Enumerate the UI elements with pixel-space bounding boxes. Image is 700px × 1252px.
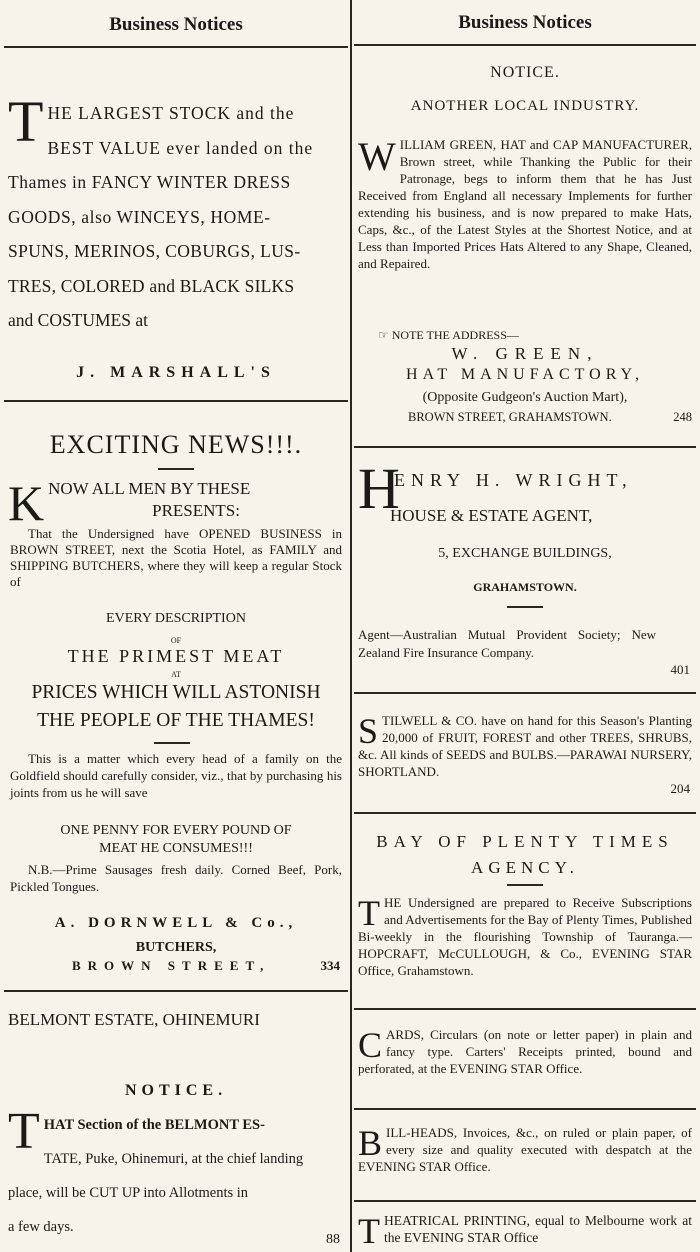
dornwell-intro — [4, 475, 348, 531]
people-line: THE PEOPLE OF THE THAMES! — [37, 710, 315, 731]
dornwell-title: EXCITING NEWS!!!. — [49, 430, 303, 459]
short-rule — [507, 606, 543, 608]
right-column-header: Business Notices — [458, 12, 592, 33]
header-rule — [4, 46, 348, 48]
green-factory: HAT MANUFACTORY, — [406, 366, 644, 383]
green-opposite: (Opposite Gudgeon's Auction Mart), — [422, 390, 628, 405]
belmont-line: HAT Section of the BELMONT ES- — [43, 1117, 265, 1133]
wright-agent: Agent—Australian Mutual Provident Society; New Zealand Fire Insurance Company. — [358, 627, 656, 660]
dornwell-nb: N.B.—Prime Sausages fresh daily. Corned Beef, Pork, Pickled Tongues. — [10, 862, 342, 894]
advert-rule — [4, 400, 348, 402]
drop-cap: T — [8, 89, 44, 154]
advert-rule — [354, 1008, 696, 1010]
short-rule — [507, 884, 543, 886]
wright-name: ENRY H. WRIGHT, — [394, 470, 633, 490]
belmont-line: TATE, Puke, Ohinemuri, at the chief landing — [43, 1151, 304, 1167]
green-street: BROWN STREET, GRAHAMSTOWN. — [408, 410, 612, 424]
note-label: NOTE THE ADDRESS— — [391, 328, 519, 342]
prices-line: PRICES WHICH WILL ASTONISH — [31, 682, 321, 703]
advert-line: Thames in FANCY WINTER DRESS — [8, 172, 291, 192]
advert-rule — [4, 990, 348, 992]
drop-cap: H — [358, 456, 400, 521]
drop-cap: T — [358, 1211, 380, 1251]
belmont-body — [4, 1103, 348, 1244]
wright-address: 5, EXCHANGE BUILDINGS, — [438, 546, 612, 561]
advert-number: 401 — [670, 662, 690, 677]
intro-line: PRESENTS: — [152, 501, 240, 520]
advert-rule — [354, 692, 696, 694]
short-rule — [158, 468, 194, 470]
wright-town: GRAHAMSTOWN. — [473, 580, 577, 594]
advert-rule — [354, 1108, 696, 1110]
advert-number: 88 — [326, 1232, 340, 1247]
stilwell-advert — [354, 712, 696, 780]
every-description: EVERY DESCRIPTION — [106, 611, 246, 626]
marshall-signature: J. MARSHALL'S — [76, 364, 276, 381]
theatrical-body: HEATRICAL PRINTING, equal to Melbourne work at the EVENING STAR Office — [384, 1213, 692, 1245]
advert-line: GOODS, also WINCEYS, HOME- — [8, 206, 271, 227]
advert-line: TRES, COLORED and BLACK SILKS — [8, 275, 295, 296]
drop-cap: S — [358, 711, 379, 751]
at-label: AT — [171, 670, 181, 679]
dornwell-firm: A. DORNWELL & Co., — [54, 915, 298, 931]
green-notice: NOTICE. — [490, 64, 560, 81]
butchers-label: BUTCHERS, — [135, 940, 217, 955]
left-column-header: Business Notices — [109, 14, 243, 35]
dornwell-body: That the Undersigned have OPENED BUSINESS in BROWN STREET, next the Scotia Hotel, as FAMILY and SHIPPING BUTCHERS, where they will keep a regular Stock of — [10, 526, 342, 589]
theatrical-advert — [354, 1211, 696, 1251]
marshall-advert — [4, 89, 348, 338]
of-label: OF — [170, 636, 182, 645]
drop-cap: T — [358, 893, 380, 933]
belmont-notice: NOTICE. — [124, 1082, 228, 1099]
bay-title-2: AGENCY. — [471, 858, 579, 877]
cards-advert — [354, 1026, 696, 1077]
drop-cap: B — [358, 1123, 383, 1163]
pointing-hand-icon: ☞ — [378, 328, 389, 342]
drop-cap: T — [8, 1103, 40, 1160]
green-body — [354, 136, 696, 272]
bay-body: HE Undersigned are prepared to Receive Subscriptions and Advertisements for the Bay of Plenty Times, Published Bi-weekly in the flourishing Township of Tauranga.—HOPCRAFT, McCULLOUGH, & Co., EVENING STAR Office, Grahamstown. — [358, 895, 693, 978]
advert-rule — [354, 446, 696, 448]
right-column — [354, 0, 696, 1252]
advert-number: 248 — [673, 410, 692, 424]
green-subtitle: ANOTHER LOCAL INDUSTRY. — [410, 98, 640, 114]
header-rule — [354, 44, 696, 46]
drop-cap: K — [8, 475, 45, 531]
bay-advert — [354, 894, 696, 979]
belmont-line: a few days. — [8, 1219, 74, 1235]
wright-role: HOUSE & ESTATE AGENT, — [390, 506, 593, 525]
advert-number: 334 — [320, 958, 340, 973]
penny-line-1: ONE PENNY FOR EVERY POUND OF — [60, 823, 292, 838]
advert-number: 204 — [670, 781, 690, 796]
advert-line: and COSTUMES at — [8, 310, 148, 330]
advert-line: SPUNS, MERINOS, COBURGS, LUS- — [8, 241, 301, 261]
belmont-title: BELMONT ESTATE, OHINEMURI — [8, 1010, 260, 1029]
dornwell-matter: This is a matter which every head of a family on the Goldfield should carefully consider, viz., that by purchasing his joints from us he will save — [10, 751, 342, 800]
penny-line-2: MEAT HE CONSUMES!!! — [99, 841, 253, 856]
green-name: W. GREEN, — [451, 344, 599, 363]
advert-rule — [354, 812, 696, 814]
advert-line: BEST VALUE ever landed on the — [47, 137, 314, 158]
bay-title-1: BAY OF PLENTY TIMES — [376, 832, 674, 851]
primest-meat: THE PRIMEST MEAT — [67, 646, 285, 666]
billheads-advert — [354, 1124, 696, 1175]
intro-line: NOW ALL MEN BY THESE — [48, 479, 251, 498]
drop-cap: C — [358, 1025, 383, 1065]
short-rule — [154, 742, 190, 744]
billheads-body: ILL-HEADS, Invoices, &c., on ruled or plain paper, of every size and quality executed with despatch at the EVENING STAR Office. — [358, 1125, 692, 1174]
green-note — [354, 328, 696, 343]
brown-street: BROWN STREET, — [72, 958, 271, 973]
stilwell-body: TILWELL & CO. have on hand for this Season's Planting 20,000 of FRUIT, FOREST and other TREES, SHRUBS, &c. All kinds of SEEDS and BULBS.—PARAWAI NURSERY, SHORTLAND. — [358, 713, 692, 779]
left-column — [4, 0, 348, 1252]
drop-cap: W — [358, 134, 396, 179]
advert-line: HE LARGEST STOCK and the — [47, 103, 295, 123]
cards-body: ARDS, Circulars (on note or letter paper) in plain and fancy type. Carters' Receipts printed, bound and perforated, at the EVENING STAR Office. — [358, 1027, 692, 1076]
green-body-text: ILLIAM GREEN, HAT and CAP MANUFACTURER, Brown street, while Thanking the Public for their Patronage, begs to inform them that he has Just Received from England all necessary Implements for further extending his business, and is now prepared to make Hats, Caps, &c., of the Latest Styles at the Shortest Notice, and at Less than Imported Prices Hats Altered to any Shape, Cleaned, and Repaired. — [358, 137, 692, 271]
advert-rule — [354, 1200, 696, 1202]
belmont-line: place, will be CUT UP into Allotments in — [8, 1185, 249, 1201]
column-divider — [350, 0, 352, 1252]
